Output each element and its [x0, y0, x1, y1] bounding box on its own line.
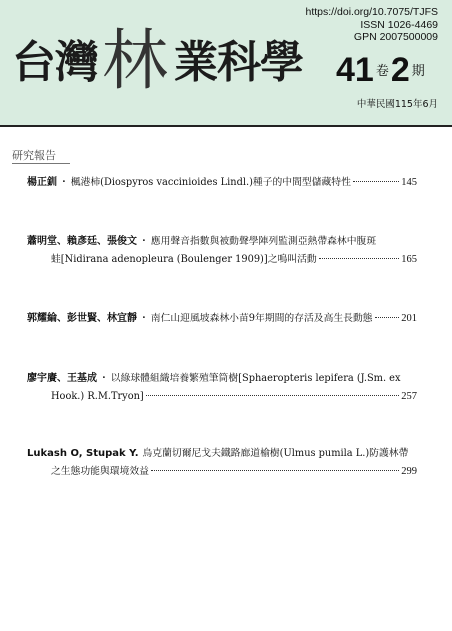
journal-title-part-c: 業科學 [174, 37, 303, 88]
volume-issue [336, 50, 427, 90]
volume-unit: 卷 [375, 64, 389, 79]
article-authors: Lukash O, Stupak Y. [27, 448, 139, 459]
toc-entry[interactable] [27, 174, 417, 192]
article-title: 以綠球體組織培養繁殖筆筒樹[Sphaeropteris lepifera (J.Sm. ex [110, 373, 401, 384]
toc-line [27, 463, 417, 481]
journal-header [0, 0, 452, 125]
article-title-continued: Hook.) R.M.Tryon] [51, 391, 144, 402]
section-label: 研究報告 [12, 149, 70, 164]
gpn: GPN 2007500009 [353, 31, 438, 43]
issue-unit: 期 [411, 64, 425, 79]
article-authors: 廖宇賡、王基成 [27, 373, 97, 384]
publication-date: 中華民國115年6月 [356, 99, 438, 110]
toc-entry[interactable] [27, 445, 417, 481]
dot-leader [151, 470, 399, 471]
header-divider [0, 125, 452, 127]
article-authors: 郭耀綸、彭世賢、林宜靜 [27, 313, 137, 324]
dot-leader [319, 258, 400, 259]
doi-link[interactable]: https://doi.org/10.7075/TJFS [305, 6, 438, 18]
article-title-continued: 蛙[Nidirana adenopleura (Boulenger 1909)]之鳴叫活動 [51, 254, 317, 265]
separator: ・ [139, 313, 149, 324]
article-authors: 楊正釧 [27, 177, 57, 188]
dot-leader [146, 395, 400, 396]
issn: ISSN 1026-4469 [360, 18, 438, 31]
page-number: 299 [401, 466, 417, 477]
toc-entry[interactable] [27, 370, 417, 406]
page-number: 145 [401, 177, 417, 188]
dot-leader [375, 317, 400, 318]
journal-title-part-a: 台灣 [12, 37, 98, 88]
toc-line [27, 445, 417, 463]
journal-identifiers [306, 6, 439, 44]
toc-line [27, 370, 417, 388]
volume-number: 41 [336, 51, 374, 89]
article-authors: 蕭明堂、賴彥廷、張俊文 [27, 236, 137, 247]
article-title: 楓港柿(Diospyros vaccinioides Lindl.)種子的中間型儲藏特性 [70, 177, 351, 188]
toc-line [27, 310, 417, 328]
journal-title [12, 22, 303, 99]
toc-line [27, 388, 417, 406]
toc-entry[interactable] [27, 233, 417, 269]
separator: ・ [99, 373, 109, 384]
dot-leader [353, 181, 399, 182]
article-title: 南仁山迎風坡森林小苗9年期間的存活及高生長動態 [150, 313, 373, 324]
toc-line [27, 251, 417, 269]
page-number: 165 [401, 254, 417, 265]
toc-line [27, 233, 417, 251]
article-title-continued: 之生態功能與環境效益 [51, 466, 149, 477]
toc-entry[interactable] [27, 310, 417, 328]
article-title: 應用聲音指數與被動聲學陣列監測亞熱帶森林中腹斑 [150, 236, 377, 247]
page-number: 201 [401, 313, 417, 324]
journal-title-part-b: 林 [102, 22, 170, 99]
article-title: 烏克蘭切爾尼戈夫鐵路廊道榆樹(Ulmus pumila L.)防護林帶 [142, 448, 409, 459]
page-number: 257 [401, 391, 417, 402]
issue-number: 2 [390, 51, 410, 89]
toc-line [27, 174, 417, 192]
separator: ・ [139, 236, 149, 247]
separator: ・ [59, 177, 69, 188]
